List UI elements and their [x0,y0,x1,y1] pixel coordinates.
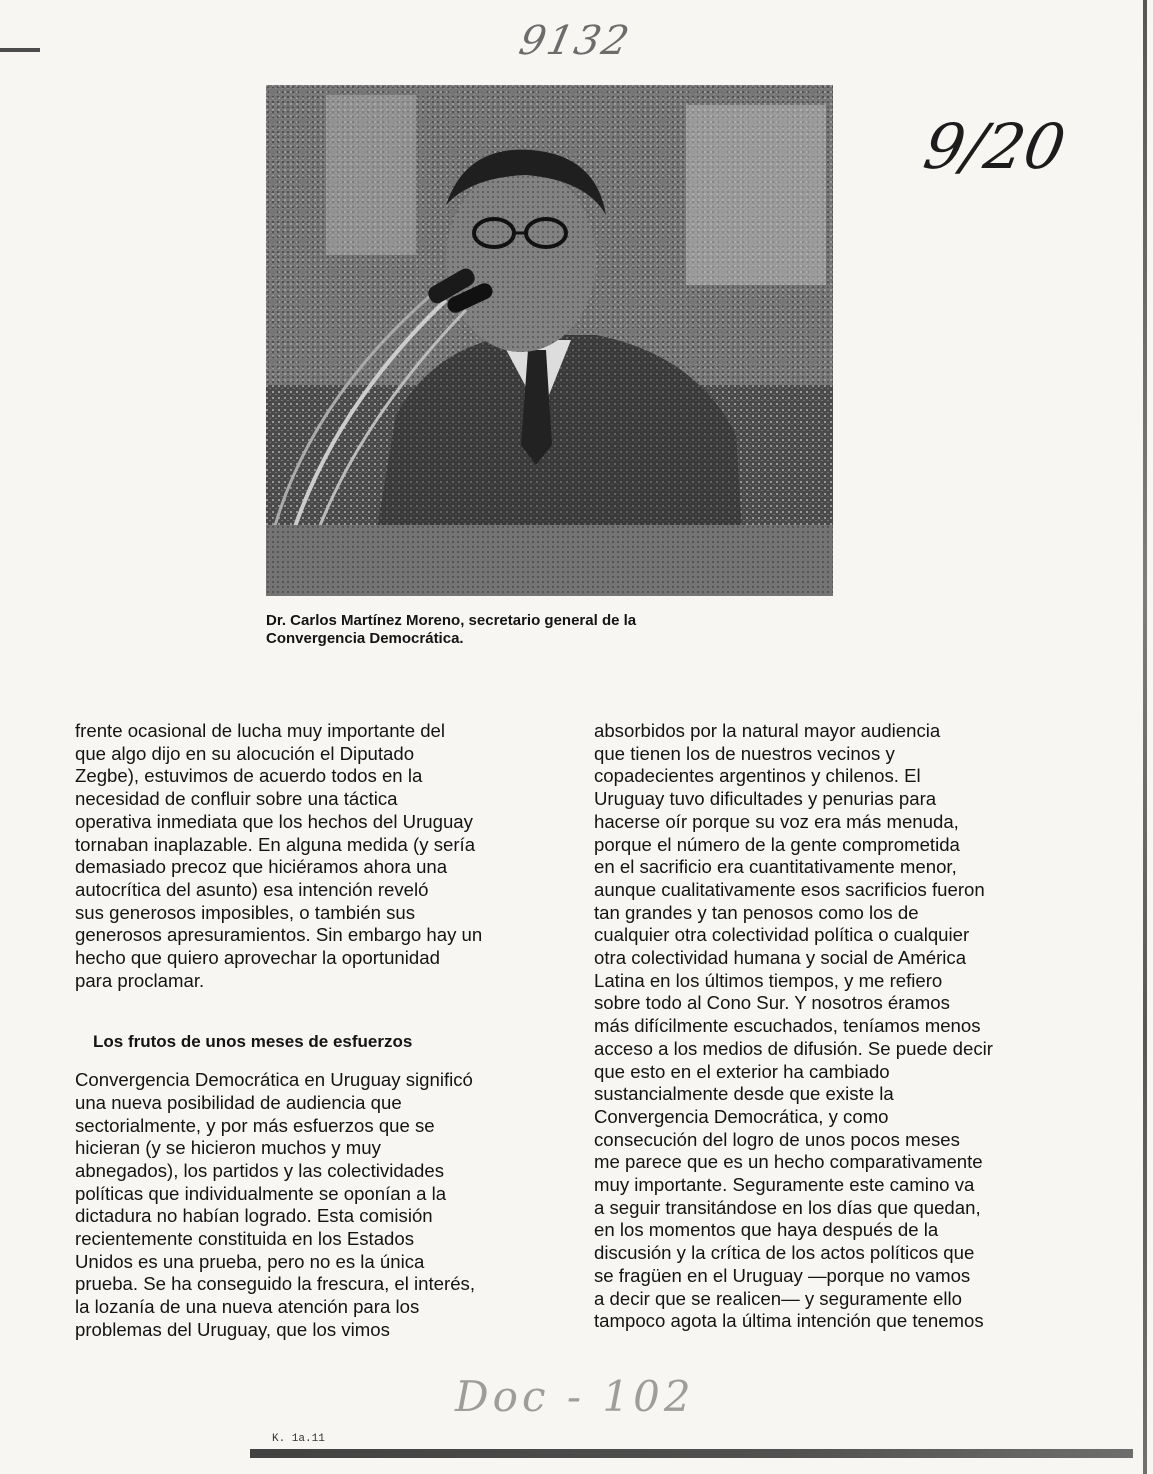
text-line: cualquier otra colectividad política o cualquier [594,924,970,946]
text-line: tan grandes y tan penosos como los de [594,901,919,923]
text-line: abnegados), los partidos y las colectividades [75,1159,444,1181]
text-line: porque el número de la gente comprometida [594,833,960,855]
text-line: a decir que se realicen— y seguramente ello [594,1287,962,1309]
text-line: Zegbe), estuvimos de acuerdo todos en la [75,765,423,787]
text-line: operativa inmediata que los hechos del Uruguay [75,810,473,832]
text-line: hecho que quiero aprovechar la oportunidad [75,947,440,969]
text-line: me parece que es un hecho comparativamente [594,1151,983,1173]
right-column [594,720,1069,1333]
section-heading: Los frutos de unos meses de esfuerzos [93,1032,413,1052]
text-line: generosos apresuramientos. Sin embargo hay un [75,924,483,946]
text-line: prueba. Se ha conseguido la frescura, el interés, [75,1273,476,1295]
text-line: más difícilmente escuchados, teníamos menos [594,1015,981,1037]
text-line: sustancialmente desde que existe la [594,1083,894,1105]
speaker-photo [266,85,833,596]
text-line: la lozanía de una nueva atención para los [75,1296,420,1318]
text-line: necesidad de confluir sobre una táctica [75,788,398,810]
handwritten-number-top: 9132 [515,18,635,64]
text-line: dictadura no habían logrado. Esta comisión [75,1205,433,1227]
text-line: hacerse oír porque su voz era más menuda, [594,810,959,832]
text-line: en el sacrificio era cuantitativamente menor, [594,856,957,878]
text-line: políticas que individualmente se oponían a la [75,1182,447,1204]
text-line: Convergencia Democrática, y como [594,1105,889,1127]
caption-line: Convergencia Democrática. [266,630,464,647]
handwritten-doc-number: Doc - 102 [455,1372,695,1421]
text-line: discusión y la crítica de los actos políticos que [594,1242,975,1264]
text-line: recientemente constituida en los Estados [75,1228,415,1250]
text-line: problemas del Uruguay, que los vimos [75,1318,390,1340]
text-line: muy importante. Seguramente este camino va [594,1174,975,1196]
left-column [75,720,545,1342]
text-line: demasiado precoz que hiciéramos ahora una [75,856,448,878]
text-line: una nueva posibilidad de audiencia que [75,1091,402,1113]
text-line: para proclamar. [75,969,205,991]
text-line: autocrítica del asunto) esa intención reveló [75,878,429,900]
paragraph [75,720,545,992]
text-line: sectorialmente, y por más esfuerzos que se [75,1114,435,1136]
paragraph [594,720,1069,1333]
scan-edge-right [1143,0,1147,1474]
text-line: Latina en los últimos tiempos, y me refiero [594,969,943,991]
paragraph [75,1069,545,1341]
text-line: Uruguay tuvo dificultades y penurias para [594,788,937,810]
text-line: Unidos es una prueba, pero no es la única [75,1250,425,1272]
speaker-at-microphones-photo [266,85,833,596]
handwritten-number-right: 9/20 [918,110,1071,183]
text-line: acceso a los medios de difusión. Se puede decir [594,1037,993,1059]
scan-edge-mark [0,48,40,52]
text-line: sus generosos imposibles, o también sus [75,901,416,923]
text-line: absorbidos por la natural mayor audiencia [594,720,941,741]
text-line: hicieran (y se hicieron muchos y muy [75,1137,381,1159]
text-line: otra colectividad humana y social de América [594,947,967,969]
text-line: sobre todo al Cono Sur. Y nosotros éramos [594,992,950,1014]
small-print-mark: K. 1a.11 [272,1433,325,1445]
text-line: que tienen los de nuestros vecinos y [594,742,895,764]
text-line: consecución del logro de unos pocos meses [594,1128,960,1150]
text-line: frente ocasional de lucha muy importante del [75,720,446,741]
text-line: en los momentos que haya después de la [594,1219,939,1241]
text-line: tornaban inaplazable. En alguna medida (y sería [75,833,476,855]
text-line: se fragüen en el Uruguay —porque no vamos [594,1264,971,1286]
text-line: que esto en el exterior ha cambiado [594,1060,890,1082]
text-line: Convergencia Democrática en Uruguay significó [75,1069,473,1091]
text-line: a seguir transitándose en los días que quedan, [594,1196,981,1218]
text-line: tampoco agota la última intención que tenemos [594,1310,984,1332]
caption-line: Dr. Carlos Martínez Moreno, secretario general de la [266,612,637,629]
text-line: aunque cualitativamente esos sacrificios fueron [594,878,985,900]
scan-edge-bottom [250,1449,1133,1458]
photo-caption [266,612,766,648]
text-line: copadecientes argentinos y chilenos. El [594,765,921,787]
text-line: que algo dijo en su alocución el Diputado [75,742,415,764]
